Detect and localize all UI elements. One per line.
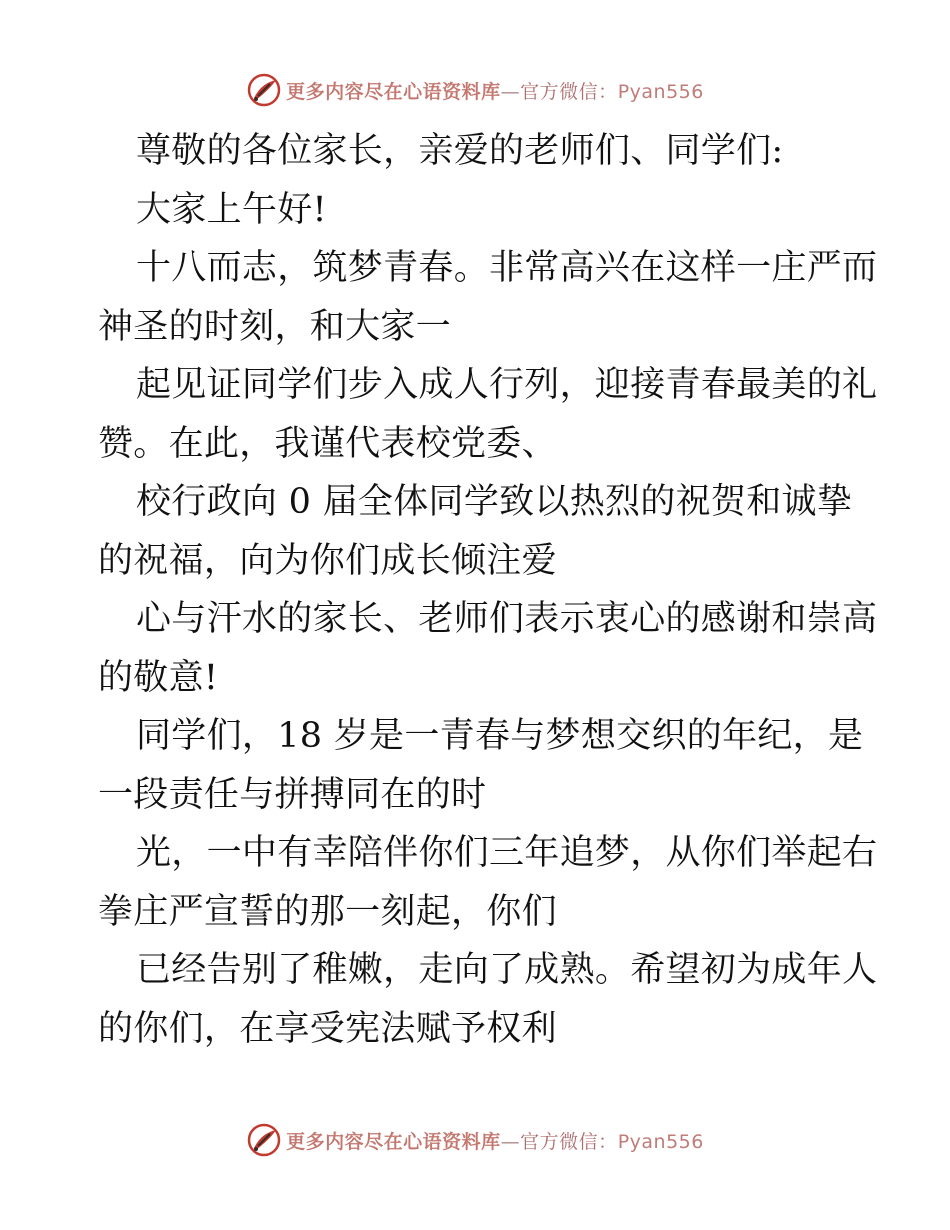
watermark-wechat-id: Pyan556 <box>617 1130 704 1153</box>
watermark-text <box>286 1127 704 1154</box>
header-watermark <box>0 70 950 110</box>
ink-pen-logo-icon <box>246 72 282 108</box>
watermark-wechat-id: Pyan556 <box>617 80 704 103</box>
watermark-separator: — <box>500 1130 521 1153</box>
watermark-wechat-label: 官方微信： <box>520 80 618 103</box>
text-line: 大家上午好! <box>136 189 327 230</box>
text-line: 光，一中有幸陪伴你们三年追梦，从你们举起右 <box>136 833 878 873</box>
document-body <box>98 122 878 1058</box>
text-line: 的你们，在享受宪法赋予权利 <box>98 1008 557 1049</box>
text-line: 一段责任与拼搏同在的时 <box>98 774 487 815</box>
ink-pen-logo-icon <box>246 1122 282 1158</box>
footer-watermark <box>0 1120 950 1160</box>
text-line: 十八而志，筑梦青春。非常高兴在这样一庄严而 <box>136 248 878 288</box>
text-line: 的祝福，向为你们成长倾注爱 <box>98 540 557 581</box>
watermark-text <box>286 77 704 104</box>
text-line: 起见证同学们步入成人行列，迎接青春最美的礼 <box>136 365 878 405</box>
watermark-separator: — <box>500 80 521 103</box>
text-line: 心与汗水的家长、老师们表示衷心的感谢和崇高 <box>136 599 878 639</box>
text-line: 神圣的时刻，和大家一 <box>98 306 452 347</box>
watermark-wechat-label: 官方微信： <box>520 1130 618 1153</box>
text-line: 的敬意! <box>98 657 219 698</box>
text-line: 同学们，18 岁是一青春与梦想交织的年纪，是 <box>136 716 864 756</box>
text-line: 赞。在此，我谨代表校党委、 <box>98 423 557 464</box>
watermark-main: 更多内容尽在心语资料库 <box>286 80 501 103</box>
text-line: 校行政向 0 届全体同学致以热烈的祝贺和诚挚 <box>136 482 853 522</box>
text-line: 已经告别了稚嫩，走向了成熟。希望初为成年人 <box>136 950 878 990</box>
watermark-main: 更多内容尽在心语资料库 <box>286 1130 501 1153</box>
text-line: 拳庄严宣誓的那一刻起，你们 <box>98 891 557 932</box>
text-line: 尊敬的各位家长，亲爱的老师们、同学们: <box>136 131 784 171</box>
